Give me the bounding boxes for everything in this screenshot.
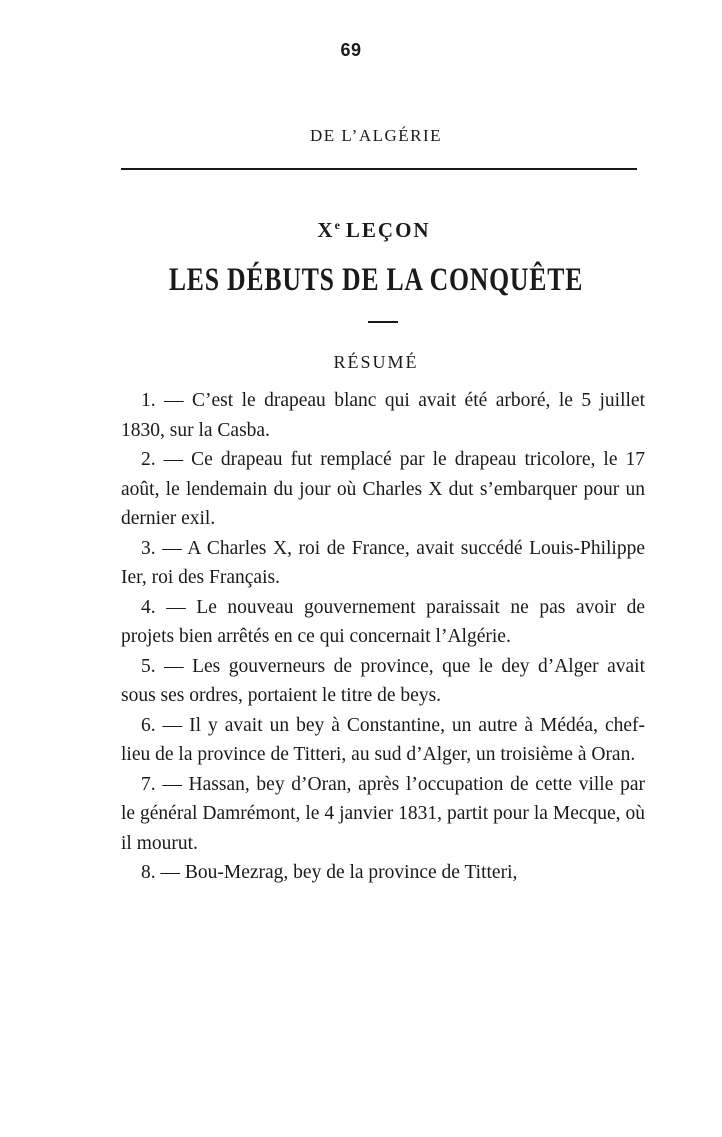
lesson-number [0, 218, 722, 243]
running-head: DE L’ALGÉRIE [309, 126, 443, 145]
summary-item-5: 5. — Les gouverneurs de province, que le dey d’Alger avait sous ses ordres, portaient le titre de beys. [121, 655, 645, 706]
page-number: 69 [340, 40, 362, 60]
summary-item-1: 1. — C’est le drapeau blanc qui avait été arboré, le 5 juillet 1830, sur la Casba. [121, 390, 645, 441]
summary-item-2: 2. — Ce drapeau fut remplacé par le drapeau tricolore, le 17 août, le lendemain du jour où Charles X dut s’embarquer pour un dernier exil. [121, 449, 645, 529]
summary-item-8: 8. — Bou-Mezrag, bey de la province de Titteri, [141, 862, 518, 883]
summary-item-4: 4. — Le nouveau gouvernement paraissait ne pas avoir de projets bien arrêtés en ce qui concernait l’Algérie. [121, 596, 645, 647]
lesson-title: LES DÉBUTS DE LA CONQUÊTE [168, 262, 584, 298]
summary-item-3: 3. — A Charles X, roi de France, avait succédé Louis-Philippe Ier, roi des Français. [121, 537, 645, 588]
lesson-number-main: X [317, 218, 335, 242]
header-rule [121, 168, 637, 170]
summary-heading: RÉSUMÉ [333, 352, 419, 372]
summary-list [121, 386, 645, 888]
summary-item-7: 7. — Hassan, bey d’Oran, après l’occupation de cette ville par le général Damrémont, le 4 janvier 1831, partit pour la Mecque, où il mourut. [121, 773, 645, 854]
title-separator [368, 321, 398, 323]
lesson-number-word: LEÇON [345, 218, 431, 242]
lesson-number-sup: e [334, 218, 342, 232]
summary-item-6: 6. — Il y avait un bey à Constantine, un autre à Médéa, chef-lieu de la province de Titteri, au sud d’Alger, un troisième à Oran. [121, 714, 645, 765]
